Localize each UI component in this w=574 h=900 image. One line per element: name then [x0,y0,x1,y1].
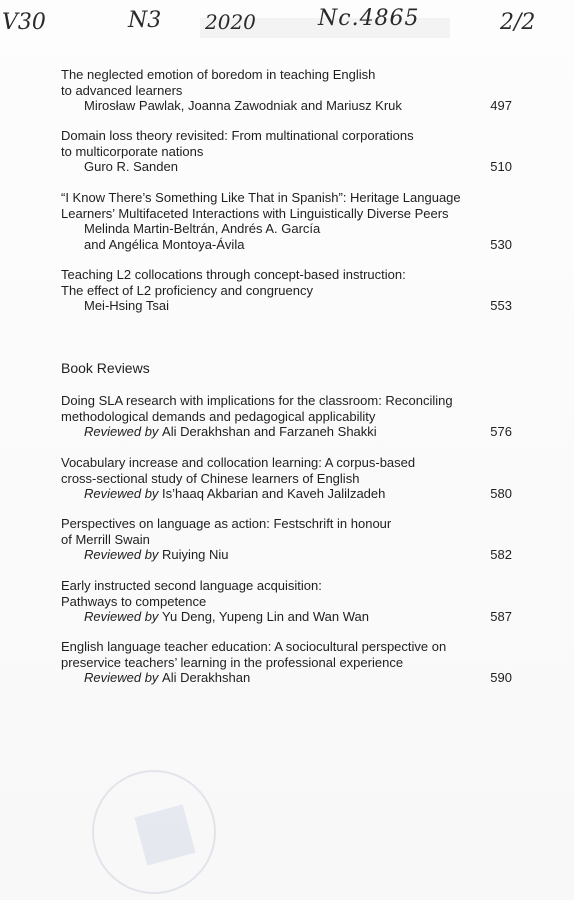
handwritten-volume: V30 [2,10,46,35]
reviewer-names: Ruiying Niu [162,547,229,562]
entry-reviewers [61,670,516,686]
author-names: Mei-Hsing Tsai [84,298,170,313]
entry-title-line: preservice teachers’ learning in the professional experience [61,654,404,670]
entry-title-line: The effect of L2 proficiency and congruency [61,282,313,298]
review-entry [61,393,516,440]
entry-title-line: Doing SLA research with implications for the classroom: Reconciling [61,393,453,408]
page-number: 497 [490,98,512,113]
toc-entry [61,190,516,252]
reviewed-by-label: Reviewed by [84,670,163,685]
review-entry [61,455,516,502]
entry-title-line: cross-sectional study of Chinese learners of English [61,470,360,486]
page-number: 590 [490,670,512,685]
entry-authors [61,221,516,237]
entry-title-line: The neglected emotion of boredom in teaching English [61,67,376,82]
reviewed-by-label: Reviewed by [84,547,163,562]
entry-title-line: English language teacher education: A sociocultural perspective on [61,639,447,654]
page-number: 553 [490,298,512,313]
entry-title-line: Learners’ Multifaceted Interactions with Linguistically Diverse Peers [61,205,449,221]
entry-reviewers [61,547,516,563]
entry-title-line: Vocabulary increase and collocation learning: A corpus-based [61,455,416,470]
entry-authors [61,237,516,253]
reviewer-names: Is’haaq Akbarian and Kaveh Jalilzadeh [162,486,386,501]
page-number: 580 [490,486,512,501]
entry-title-line: Early instructed second language acquisition: [61,578,322,593]
review-entry [61,516,516,563]
toc-entry [61,128,516,175]
handwritten-call-number: Nc.4865 [318,6,420,31]
handwritten-number: N3 [128,8,162,33]
author-names: Guro R. Sanden [84,159,178,174]
entry-title-line: Teaching L2 collocations through concept-based instruction: [61,267,406,282]
entry-reviewers [61,424,516,440]
handwritten-annotation [0,6,574,40]
entry-title-line: Domain loss theory revisited: From multinational corporations [61,128,414,143]
entry-title-line: “I Know There’s Something Like That in Spanish”: Heritage Language [61,190,461,205]
handwritten-page-marker: 2/2 [500,10,536,35]
entry-title-line: Perspectives on language as action: Festschrift in honour [61,516,392,531]
author-names: Mirosław Pawlak, Joanna Zawodniak and Mariusz Kruk [84,98,402,113]
reviewer-names: Ali Derakhshan and Farzaneh Shakki [162,424,377,439]
review-entry [61,639,516,686]
author-names: and Angélica Montoya-Ávila [84,236,245,252]
entry-reviewers [61,609,516,625]
page-number: 510 [490,159,512,174]
reviewer-names: Ali Derakhshan [162,670,251,685]
entry-title-line: methodological demands and pedagogical applicability [61,408,376,424]
reviewer-names: Yu Deng, Yupeng Lin and Wan Wan [162,609,369,624]
toc-entry [61,67,516,114]
entry-title-line: Pathways to competence [61,593,207,609]
page-number: 587 [490,609,512,624]
entry-title-line: to multicorporate nations [61,143,204,159]
toc-entry [61,267,516,314]
entry-authors [61,159,516,175]
reviewed-by-label: Reviewed by [84,486,163,501]
reviewed-by-label: Reviewed by [84,609,163,624]
reviewed-by-label: Reviewed by [84,424,163,439]
page-number: 530 [490,236,512,252]
entry-title-line: to advanced learners [61,82,183,98]
review-entry [61,578,516,625]
entry-authors [61,298,516,314]
entry-authors [61,98,516,114]
page-number: 582 [490,547,512,562]
section-heading-book-reviews: Book Reviews [61,360,150,376]
entry-title-line: of Merrill Swain [61,531,150,547]
handwritten-year: 2020 [205,10,256,34]
author-names: Melinda Martin-Beltrán, Andrés A. García [84,221,321,236]
entry-reviewers [61,486,516,502]
page-number: 576 [490,424,512,439]
